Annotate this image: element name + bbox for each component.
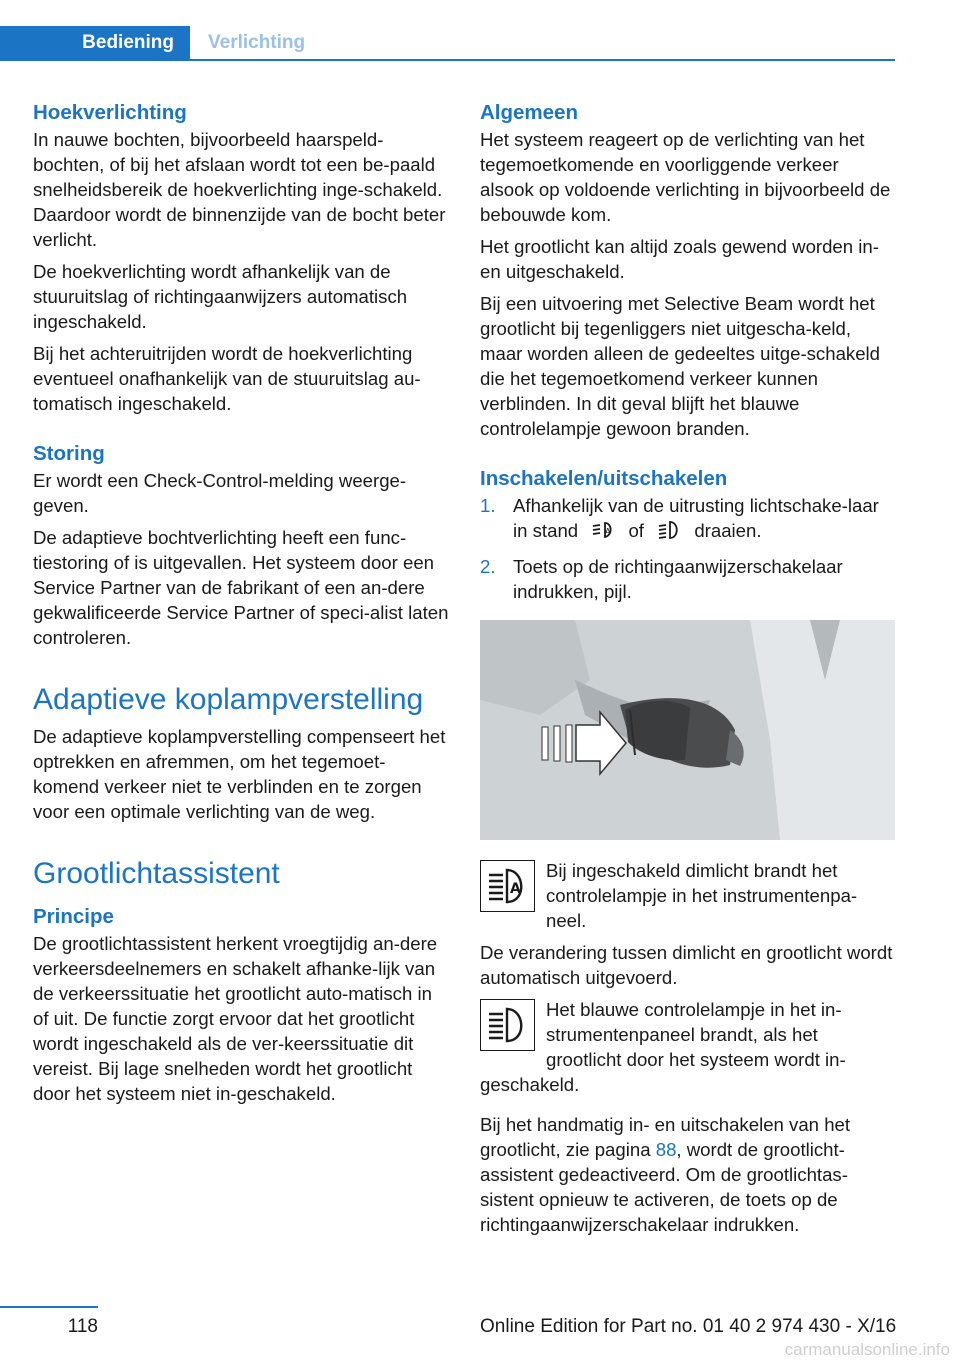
general-paragraph-2: Het grootlicht kan altijd zoals gewend worden in- en uitgeschakeld. — [480, 236, 879, 282]
high-beam-assistant-icon — [480, 860, 535, 912]
fault-paragraph-1: Er wordt een Check-Control-melding weerge-geven. — [33, 470, 407, 516]
corner-light-paragraph-1: In nauwe bochten, bijvoorbeeld haarspeld-bochten, of bij het afslaan wordt tot een be-paald snelheidsbereik de hoekverlichting inge-schakeld. Daardoor wordt de binnenzijde van de bocht beter verlicht. — [33, 129, 446, 250]
header-tabs — [0, 26, 321, 60]
page-reference-link[interactable]: 88 — [655, 1139, 677, 1160]
manual-switch-paragraph: Bij het handmatig in- en uitschakelen van het grootlicht, zie pagina 88, wordt de grootlicht-assistent gedeactiveerd. Om de grootlichtas-sistent opnieuw te activeren, de toets op de richtingaanwijzerschakelaar indrukken. — [480, 1114, 851, 1235]
step-2-text: Toets op de richtingaanwijzerschakelaar indrukken, pijl. — [513, 556, 843, 602]
blue-indicator-note-continued: geschakeld. — [480, 1074, 580, 1095]
header-divider — [0, 59, 895, 61]
step-2 — [480, 554, 896, 604]
low-beam-icon — [657, 519, 681, 547]
corner-light-heading: Hoekverlichting — [33, 101, 187, 124]
blue-indicator-note — [480, 997, 896, 1097]
headlight-adjustment-paragraph: De adaptieve koplampverstelling compenseert het optrekken en afremmen, om het tegemoet-komend verkeer niet te verblinden en te zorgen voor een optimale verlichting van de weg. — [33, 726, 446, 822]
turn-signal-lever-photo — [480, 620, 895, 840]
footer-divider — [0, 1306, 98, 1308]
switch-on-off-heading: Inschakelen/uitschakelen — [480, 467, 728, 490]
headlight-adjustment-heading: Adaptieve koplampverstelling — [33, 683, 424, 716]
watermark: carmanualsonline.info — [784, 1340, 950, 1359]
blue-indicator-note-text: Het blauwe controlelampje in het in-strumentenpaneel brandt, als het grootlicht door het systeem wordt in- — [546, 999, 846, 1070]
fault-paragraph-2: De adaptieve bochtverlichting heeft een func-tiestoring of is uitgevallen. Het systeem door een Service Partner van de fabrikant of een an-dere gekwalificeerde Service Partner of speci-alist laten controleren. — [33, 527, 449, 648]
step-1 — [480, 493, 896, 547]
high-beam-assistant-heading: Grootlichtassistent — [33, 857, 280, 890]
indicator-note-text: Bij ingeschakeld dimlicht brandt het controlelampje in het instrumentenpa-neel. — [546, 860, 858, 931]
svg-text:A: A — [510, 881, 521, 897]
general-paragraph-3: Bij een uitvoering met Selective Beam wordt het grootlicht bij tegenliggers niet uitgescha-keld, maar worden alleen de gedeeltes uitge-schakeld die het tegemoetkomend verkeer kunnen verblinden. In dit geval blijft het blauwe controlelampje gewoon branden. — [480, 293, 881, 439]
auto-light-icon — [591, 519, 615, 547]
corner-light-paragraph-3: Bij het achteruitrijden wordt de hoekverlichting eventueel onafhankelijk van de stuuruitslag au-tomatisch ingeschakeld. — [33, 343, 421, 414]
auto-switch-paragraph: De verandering tussen dimlicht en grootlicht wordt automatisch uitgevoerd. — [480, 942, 893, 988]
principle-heading: Principe — [33, 905, 114, 928]
step-1-number: 1. — [480, 495, 496, 516]
high-beam-icon — [480, 999, 535, 1051]
edition-note: Online Edition for Part no. 01 40 2 974 430 - X/16 — [480, 1316, 897, 1337]
step-1-text: Afhankelijk van de uitrusting lichtschake-laar in stand A of draaien. — [513, 493, 896, 547]
indicator-note — [480, 858, 896, 933]
corner-light-paragraph-2: De hoekverlichting wordt afhankelijk van de stuuruitslag of richtingaanwijzers automatisch ingeschakeld. — [33, 261, 408, 332]
tab-bediening[interactable]: Bediening — [0, 26, 190, 60]
general-paragraph-1: Het systeem reageert op de verlichting van het tegemoetkomende en voorliggende verkeer alsook op voldoende verlichting in bijvoorbeeld de bebouwde kom. — [480, 129, 891, 225]
general-heading: Algemeen — [480, 101, 578, 124]
principle-paragraph: De grootlichtassistent herkent vroegtijdig an-dere verkeersdeelnemers en schakelt afhanke-lijk van de verkeerssituatie het grootlicht auto-matisch in of uit. De functie zorgt ervoor dat het grootlicht wordt ingeschakeld als de ver-keerssituatie dit vereist. Bij lage snelheden wordt het grootlicht door het systeem niet in-geschakeld. — [33, 933, 438, 1104]
left-column — [33, 100, 449, 1113]
step-2-number: 2. — [480, 556, 496, 577]
svg-text:A: A — [605, 527, 611, 536]
page-number: 118 — [67, 1316, 98, 1337]
fault-heading: Storing — [33, 442, 105, 465]
right-column — [480, 100, 896, 1244]
tab-verlichting[interactable]: Verlichting — [208, 32, 306, 53]
